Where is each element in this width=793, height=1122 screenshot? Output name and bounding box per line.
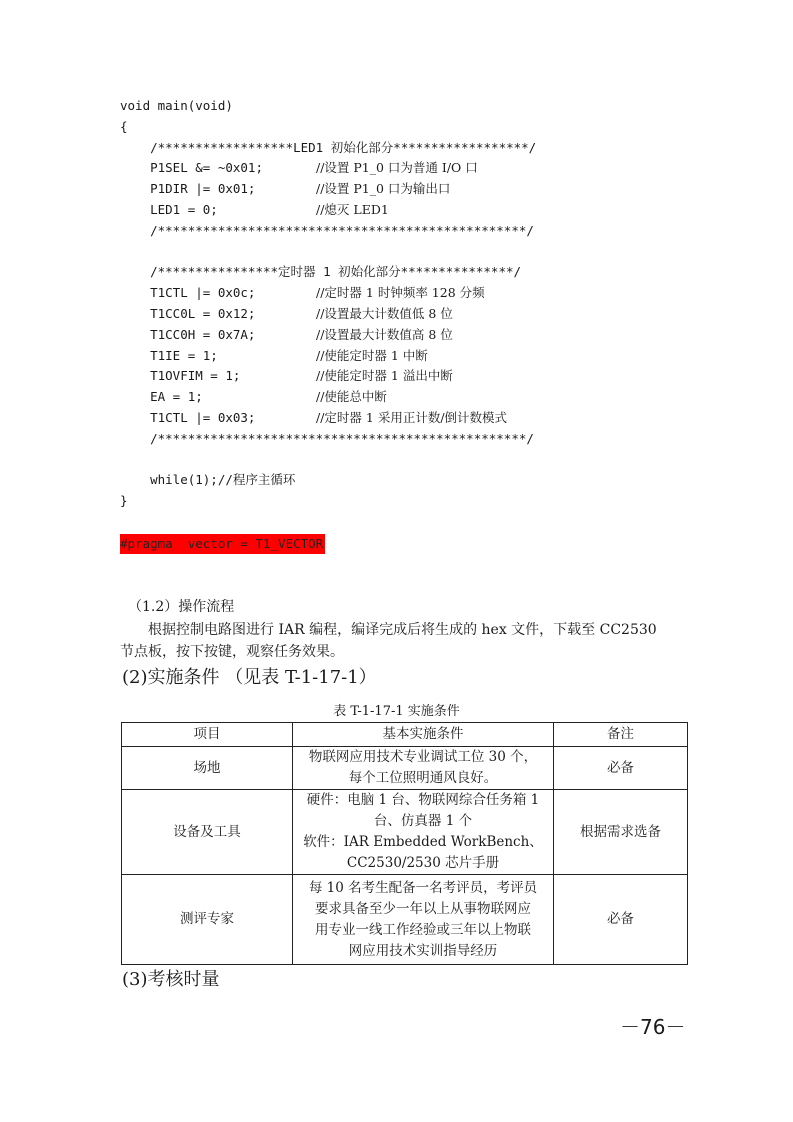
code-line: [120, 470, 295, 490]
code-text: /*************************************************/: [120, 222, 534, 238]
table-cell-item: 设备及工具: [122, 790, 293, 875]
table-cell-item: 场地: [122, 747, 293, 790]
section-1-2-paragraph: 根据控制电路图进行 IAR 编程，编译完成后将生成的 hex 文件，下载至 CC2530 节点板，按下按键，观察任务效果。: [120, 622, 657, 660]
code-comment: //设置最大计数值低 8 位: [316, 306, 453, 321]
section-1-2-heading: （1.2）操作流程: [128, 599, 235, 615]
table-header-note: 备注: [554, 723, 688, 747]
code-text: /****************定时器 1 初始化部分***************/: [120, 264, 522, 280]
code-comment: //定时器 1 时钟频率 128 分频: [316, 285, 485, 301]
table-cell-note: 必备: [554, 875, 688, 965]
code-comment: //使能总中断: [316, 389, 387, 405]
section-3-heading: (3)考核时量: [122, 969, 220, 990]
code-text: T1CTL |= 0x03;: [120, 410, 256, 425]
condition-line: 每个工位照明通风良好。: [348, 770, 498, 786]
condition-line: 台、仿真器 1 个: [373, 813, 473, 829]
code-text: /*************************************************/: [120, 430, 534, 446]
code-comment: //设置 P1_0 口为输出口: [316, 181, 451, 197]
code-line: [120, 158, 478, 178]
table-cell-note: 必备: [554, 747, 688, 790]
code-line: [120, 200, 389, 220]
code-line: [120, 138, 536, 158]
code-text: LED1 = 0;: [120, 202, 218, 217]
code-line: [120, 366, 453, 386]
code-line: [120, 346, 428, 366]
table-row: [122, 747, 688, 790]
code-line: [120, 117, 128, 137]
table-cell-conditions: [293, 875, 554, 965]
table-cell-conditions: [293, 747, 554, 790]
code-text: P1DIR |= 0x01;: [120, 181, 256, 197]
table-row: [122, 790, 688, 875]
code-text: T1CC0H = 0x7A;: [120, 326, 256, 342]
table-header-conditions: 基本实施条件: [293, 723, 554, 747]
table-cell-conditions: [293, 790, 554, 875]
condition-line: CC2530/2530 芯片手册: [346, 855, 500, 871]
code-text: P1SEL &= ~0x01;: [120, 160, 263, 176]
code-text: /******************LED1 初始化部分******************/: [120, 139, 537, 155]
code-text: void main(void): [120, 98, 233, 113]
pragma-highlight: #pragma vector = T1_VECTOR: [120, 534, 325, 554]
table-row: [122, 875, 688, 965]
code-text: T1CC0L = 0x12;: [120, 306, 256, 321]
condition-line: 软件：IAR Embedded WorkBench、: [303, 834, 543, 850]
conditions-table: [121, 722, 688, 965]
code-line: [120, 179, 451, 199]
code-line: [120, 262, 521, 282]
table-cell-item: 测评专家: [122, 875, 293, 965]
code-line: [120, 408, 508, 428]
condition-line: 每 10 名考生配备一名考评员，考评员: [308, 879, 538, 896]
condition-line: 硬件：电脑 1 台、物联网综合任务箱 1: [306, 792, 540, 808]
code-comment: //熄灭 LED1: [316, 202, 389, 217]
code-line: [120, 325, 453, 345]
code-text: T1OVFIM = 1;: [120, 368, 241, 384]
condition-line: 网应用技术实训指导经历: [348, 942, 498, 959]
code-text: T1CTL |= 0x0c;: [120, 285, 256, 301]
code-comment: //设置最大计数值高 8 位: [316, 326, 453, 342]
code-line: [120, 491, 128, 511]
code-line: [120, 283, 485, 303]
code-comment: //设置 P1_0 口为普通 I/O 口: [316, 160, 478, 176]
condition-line: 用专业一线工作经验或三年以上物联: [315, 921, 531, 938]
code-comment: //使能定时器 1 中断: [316, 347, 428, 363]
code-comment: //定时器 1 采用正计数/倒计数模式: [316, 410, 508, 425]
code-line: [120, 221, 534, 241]
code-line: [120, 387, 387, 407]
code-text: }: [120, 493, 128, 509]
code-text: {: [120, 118, 128, 134]
code-text: while(1);//程序主循环: [120, 472, 296, 488]
condition-line: 物联网应用技术专业调试工位 30 个，: [308, 749, 538, 765]
page-number: －76－: [620, 1015, 686, 1039]
code-line: [120, 304, 453, 324]
table-cell-note: 根据需求选备: [554, 790, 688, 875]
code-line: [120, 96, 233, 116]
condition-line: 要求具备至少一年以上从事物联网应: [315, 900, 531, 917]
code-text: EA = 1;: [120, 389, 203, 405]
section-2-heading: (2)实施条件 （见表 T-1-17-1）: [122, 667, 377, 688]
code-comment: //使能定时器 1 溢出中断: [316, 368, 453, 384]
table-header-item: 项目: [122, 723, 293, 747]
code-line: [120, 429, 534, 449]
code-text: T1IE = 1;: [120, 347, 218, 363]
table-caption: 表 T-1-17-1 实施条件: [333, 704, 460, 719]
